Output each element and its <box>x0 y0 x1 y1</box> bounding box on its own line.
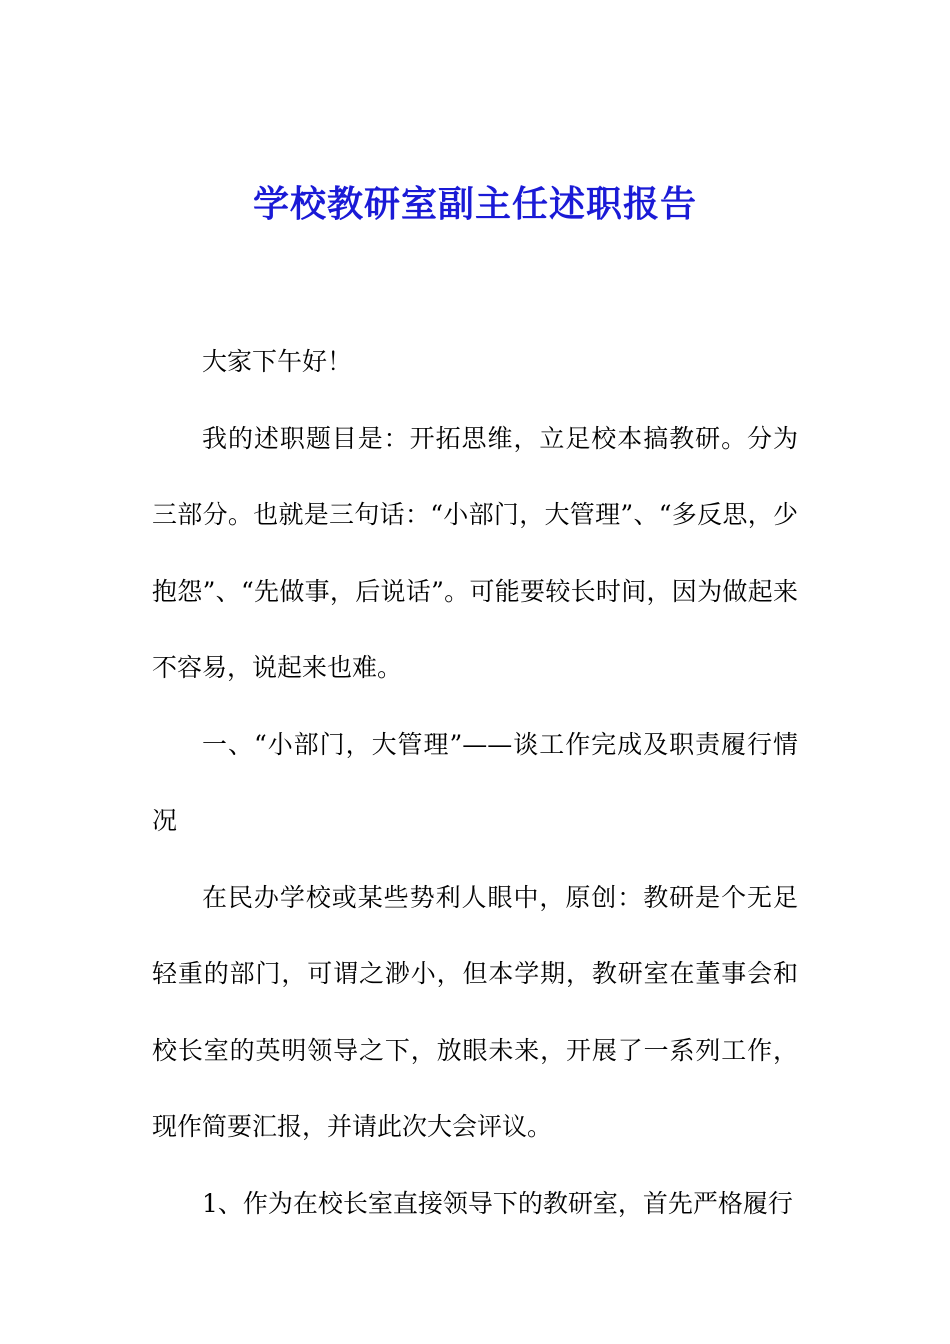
paragraph-greeting: 大家下午好！ <box>202 347 353 376</box>
paragraph-item-1: 1、作为在校长室直接领导下的教研室，首先严格履行 <box>202 1188 793 1218</box>
paragraph-topic: 我的述职题目是：开拓思维，立足校本搞教研。分为三部分。也就是三句话：“小部门，大管理”、“多反思，少抱怨”、“先做事，后说话”。可能要较长时间，因为做起来不容易，说起来也难。 <box>152 423 798 682</box>
paragraph-section-1: 在民办学校或某些势利人眼中，原创：教研是个无足轻重的部门，可谓之渺小，但本学期，教研室在董事会和校长室的英明领导之下，放眼未来，开展了一系列工作，现作简要汇报，并请此次大会评议。 <box>152 882 798 1141</box>
document-title: 学校教研室副主任述职报告 <box>252 183 697 225</box>
section-heading-1: 一、“小部门，大管理”——谈工作完成及职责履行情况 <box>152 729 798 835</box>
document-body <box>152 324 798 1242</box>
